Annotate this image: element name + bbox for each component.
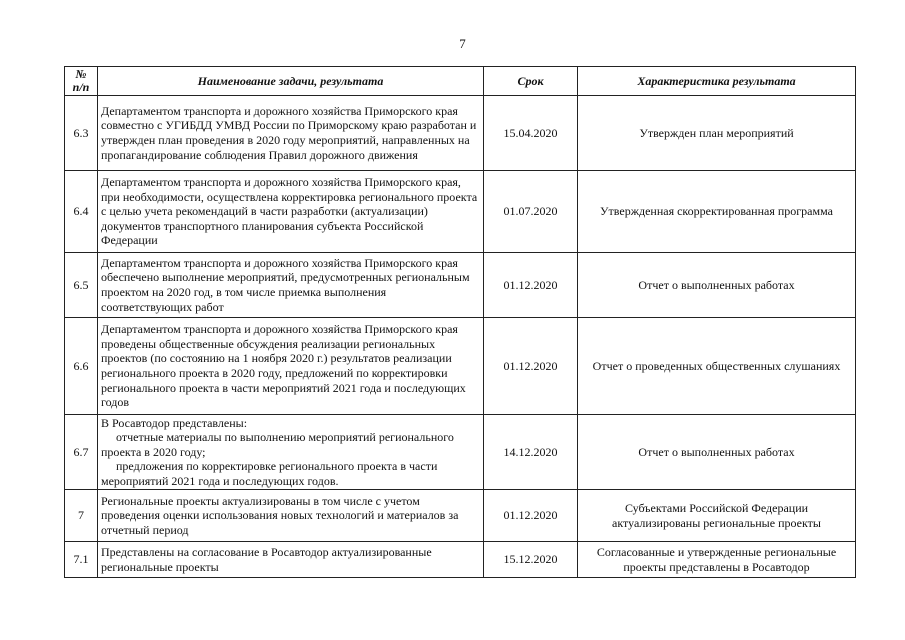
row-result: Субъектами Российской Федерации актуализированы региональные проекты: [578, 490, 856, 542]
row-deadline: 01.12.2020: [484, 253, 578, 318]
row-deadline: 01.07.2020: [484, 171, 578, 253]
row-task-intro: В Росавтодор представлены:: [101, 415, 248, 430]
table-row: [65, 415, 856, 490]
row-task: Представлены на согласование в Росавтодор актуализированные региональные проекты: [98, 542, 484, 578]
row-result: Утвержден план мероприятий: [578, 96, 856, 171]
row-task: Департаментом транспорта и дорожного хозяйства Приморского края обеспечено выполнение мероприятий, предусмотренных региональным проектом на 2020 год, в том числе приемка выполнения соответствующих работ: [98, 253, 484, 318]
row-result: Отчет о выполненных работах: [578, 415, 856, 490]
row-task: Департаментом транспорта и дорожного хозяйства Приморского края проведены общественные обсуждения реализации региональных проектов (по состоянию на 1 ноября 2020 г.) результатов реализации регионального проекта в 2020 году, предложений по корректировки регионального проекта в части мероприятий 2021 года и последующих годов: [98, 318, 484, 415]
table-header-row: [65, 67, 856, 96]
row-deadline: 14.12.2020: [484, 415, 578, 490]
row-num: 7.1: [65, 542, 98, 578]
row-result: Согласованные и утвержденные региональные проекты представлены в Росавтодор: [578, 542, 856, 578]
table-row: [65, 253, 856, 318]
row-deadline: 15.04.2020: [484, 96, 578, 171]
table-row: [65, 96, 856, 171]
page-number: 7: [459, 36, 466, 51]
header-num-line2: п/п: [72, 80, 90, 94]
row-num: 7: [65, 490, 98, 542]
row-num: 6.6: [65, 318, 98, 415]
row-result: Утвержденная скорректированная программа: [578, 171, 856, 253]
row-task-item: предложения по корректировке регионального проекта в части мероприятий 2021 года и последующих годов.: [101, 459, 438, 488]
row-task: Департаментом транспорта и дорожного хозяйства Приморского края, при необходимости, осуществлена корректировка регионального проекта с целью учета рекомендаций в части разработки (актуализации) документов транспортного планирования субъекта Российской Федерации: [98, 171, 484, 253]
row-deadline: 15.12.2020: [484, 542, 578, 578]
row-num: 6.3: [65, 96, 98, 171]
header-num: [65, 67, 98, 96]
table-row: [65, 171, 856, 253]
row-result: Отчет о проведенных общественных слушаниях: [578, 318, 856, 415]
plan-table: [64, 66, 856, 578]
header-deadline: Срок: [484, 67, 578, 96]
table-row: [65, 542, 856, 578]
table-row: [65, 318, 856, 415]
header-task: Наименование задачи, результата: [98, 67, 484, 96]
row-deadline: 01.12.2020: [484, 490, 578, 542]
header-num-line1: №: [75, 67, 87, 81]
row-task: [98, 415, 484, 490]
row-task-item: отчетные материалы по выполнению мероприятий регионального проекта в 2020 году;: [101, 430, 454, 459]
row-num: 6.5: [65, 253, 98, 318]
row-task: Департаментом транспорта и дорожного хозяйства Приморского края совместно с УГИБДД УМВД России по Приморскому краю разработан и утвержден план проведения в 2020 году мероприятий, направленных на пропагандирование соблюдения Правил дорожного движения: [98, 96, 484, 171]
row-num: 6.4: [65, 171, 98, 253]
row-task: Региональные проекты актуализированы в том числе с учетом проведения оценки использования новых технологий и материалов за отчетный период: [98, 490, 484, 542]
row-result: Отчет о выполненных работах: [578, 253, 856, 318]
row-num: 6.7: [65, 415, 98, 490]
header-result: Характеристика результата: [578, 67, 856, 96]
table-row: [65, 490, 856, 542]
row-deadline: 01.12.2020: [484, 318, 578, 415]
